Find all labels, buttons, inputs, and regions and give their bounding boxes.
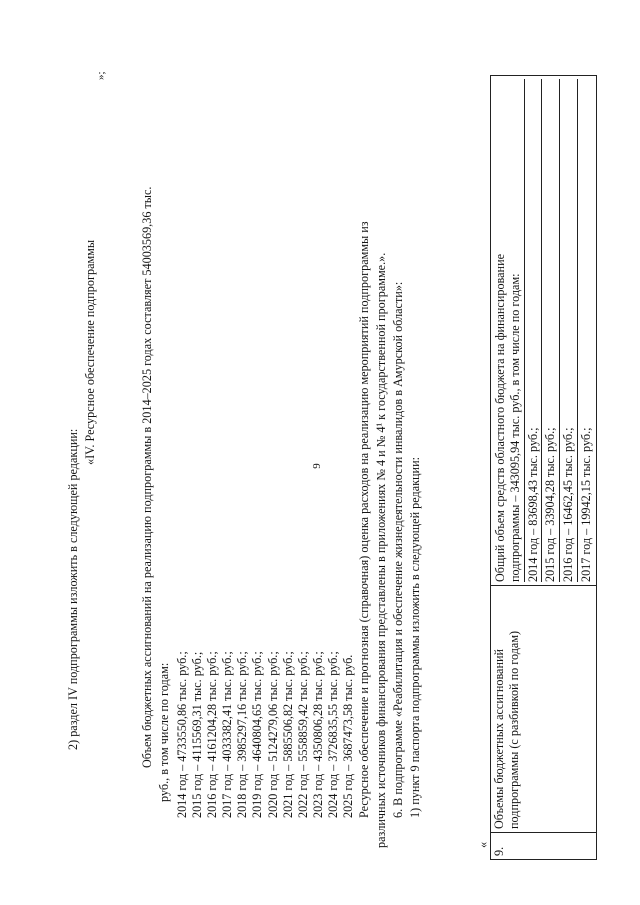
year-item: 2016 год – 4161204,28 тыс. руб.; (205, 651, 220, 818)
table-row (491, 76, 597, 860)
year-item: 2021 год – 5885506,82 тыс. руб.; (280, 651, 295, 818)
year-item: 2023 год – 4350806,28 тыс. руб.; (310, 651, 325, 818)
table-year-item: 2016 год – 16462,45 тыс. руб.; (561, 427, 576, 582)
row-number: 9. (491, 833, 597, 860)
year-item: 2018 год – 3985297,16 тыс. руб.; (235, 651, 250, 818)
open-quote: « (476, 841, 490, 848)
page-number: 9 (310, 463, 323, 469)
passport-instruction: 1) пункт 9 паспорта подпрограммы изложить в следующей редакции: (408, 457, 422, 818)
table-year-item: 2015 год – 33904,28 тыс. руб.; (543, 427, 558, 582)
intro-line-1: Объем бюджетных ассигнований на реализацию подпрограммы в 2014–2025 годах составляет 54003569,36 тыс. (140, 186, 154, 768)
year-cell (560, 79, 578, 582)
year-cell (542, 79, 560, 582)
year-item: 2019 год – 4640804,65 тыс. руб.; (250, 651, 265, 818)
year-item: 2020 год – 5124279,06 тыс. руб.; (265, 651, 280, 818)
subprogram-heading: 6. В подпрограмме «Реабилитация и обеспечение жизнедеятельности инвалидов в Амурской области»: (391, 281, 405, 818)
heading-line: 2) раздел IV подпрограммы изложить в следующей редакции: (66, 428, 80, 750)
year-item: 2014 год – 4733550,86 тыс. руб.; (175, 651, 189, 818)
year-cell (578, 79, 595, 582)
year-cell (525, 79, 543, 582)
intro-line-2: руб., в том числе по годам: (157, 662, 171, 802)
year-item: 2022 год – 5558859,42 тыс. руб.; (295, 651, 310, 818)
table-year-item: 2014 год – 83698,43 тыс. руб.; (525, 427, 540, 582)
total-line-1: Общий объем средств областного бюджета на финансирование (493, 253, 507, 582)
row-values (491, 76, 597, 586)
years-list (175, 651, 356, 818)
closing-mark: »; (95, 71, 107, 80)
year-item: 2017 год – 4033382,41 тыс. руб.; (220, 651, 235, 818)
passport-table (490, 75, 597, 860)
total-line-2: подпрограммы – 343095,94 тыс. руб., в том числе по годам: (507, 273, 522, 582)
resources-line-2: различных источников финансирования представлены в приложениях № 4 и № 4¹ к государственной программе.». (374, 252, 388, 848)
year-item: 2015 год – 4115569,31 тыс. руб.; (190, 651, 205, 818)
document-sheet (58, 60, 593, 860)
total-cell (492, 79, 525, 582)
resources-line-1: Ресурсное обеспечение и прогнозная (справочная) оценка расходов на реализацию мероприятий подпрограммы из (357, 221, 371, 818)
year-item: 2024 год – 3726835,55 тыс. руб.; (325, 651, 340, 818)
section-title: «IV. Ресурсное обеспечение подпрограммы (83, 239, 97, 465)
table-year-item: 2017 год – 19942,15 тыс. руб.; (578, 427, 593, 582)
year-item: 2025 год – 3687473,58 тыс. руб. (341, 654, 356, 818)
row-name: Объемы бюджетных ассигнований подпрограммы (с разбивкой по годам) (491, 586, 597, 833)
